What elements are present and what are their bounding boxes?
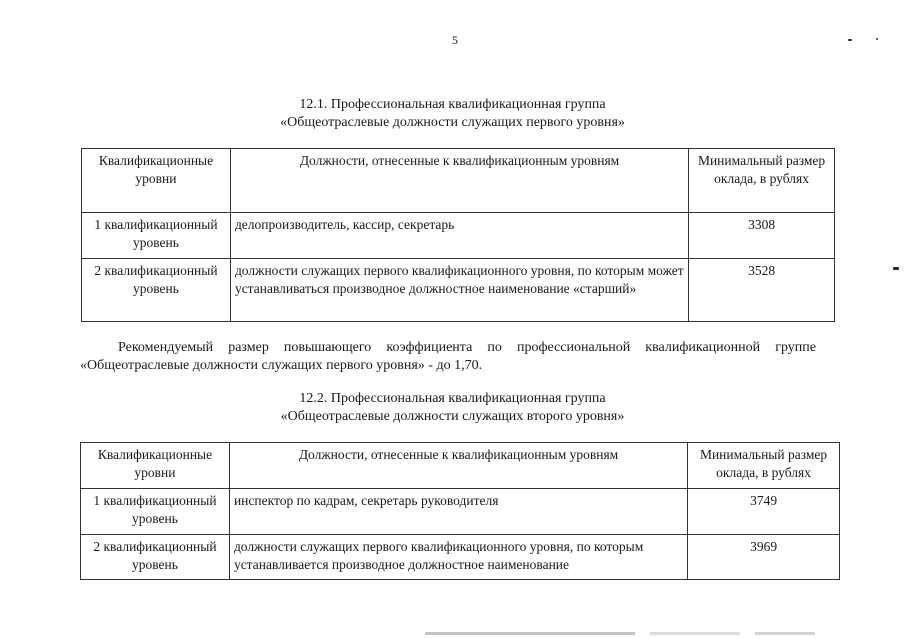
table-row: [81, 489, 840, 535]
row-positions: инспектор по кадрам, секретарь руководителя: [229, 489, 687, 535]
header-salary: Минимальный размер оклада, в рублях: [688, 443, 840, 489]
header-level: Квалификационные уровни: [81, 443, 230, 489]
row-positions: делопроизводитель, кассир, секретарь: [230, 213, 688, 259]
scan-speck: [848, 39, 852, 41]
scan-edge-mark: [755, 632, 815, 635]
page-number: 5: [452, 33, 458, 47]
row-positions: должности служащих первого квалификационного уровня, по которым устанавливается производное должностное наименование: [229, 535, 687, 580]
scan-speck: [893, 267, 899, 270]
row-salary: 3969: [688, 535, 840, 580]
section2-heading-line1: 12.2. Профессиональная квалификационная группа: [299, 391, 606, 406]
scan-edge-mark: [650, 632, 740, 635]
row-level: 2 квалификационный уровень: [81, 535, 230, 580]
row-level: 2 квалификационный уровень: [82, 259, 231, 322]
table-row: [82, 259, 835, 322]
row-positions: должности служащих первого квалификационного уровня, по которым может устанавливаться производное должностное наименование «старший»: [230, 259, 688, 322]
section2-heading-line2: «Общеотраслевые должности служащих второго уровня»: [280, 409, 625, 424]
table-header-row: [82, 149, 835, 213]
section2-heading: [0, 390, 905, 426]
scan-edge-mark: [425, 632, 635, 635]
row-level: 1 квалификационный уровень: [81, 489, 230, 535]
row-salary: 3528: [689, 259, 835, 322]
table-row: [82, 213, 835, 259]
section1-heading-line2: «Общеотраслевые должности служащих первого уровня»: [280, 115, 625, 130]
section2-salary-table: [80, 442, 840, 580]
header-positions: Должности, отнесенные к квалификационным уровням: [229, 443, 687, 489]
section1-salary-table: [81, 148, 835, 322]
header-positions: Должности, отнесенные к квалификационным уровням: [230, 149, 688, 213]
header-level: Квалификационные уровни: [82, 149, 231, 213]
table-row: [81, 535, 840, 580]
coefficient-paragraph: Рекомендуемый размер повышающего коэффициента по профессиональной квалификационной группе «Общеотраслевые должности служащих первого уровня» - до 1,70.: [80, 340, 816, 373]
section1-heading-line1: 12.1. Профессиональная квалификационная группа: [299, 97, 606, 112]
row-salary: 3308: [689, 213, 835, 259]
row-salary: 3749: [688, 489, 840, 535]
header-salary: Минимальный размер оклада, в рублях: [689, 149, 835, 213]
table-header-row: [81, 443, 840, 489]
row-level: 1 квалификационный уровень: [82, 213, 231, 259]
section1-heading: [0, 96, 905, 132]
scan-speck: [876, 38, 878, 40]
